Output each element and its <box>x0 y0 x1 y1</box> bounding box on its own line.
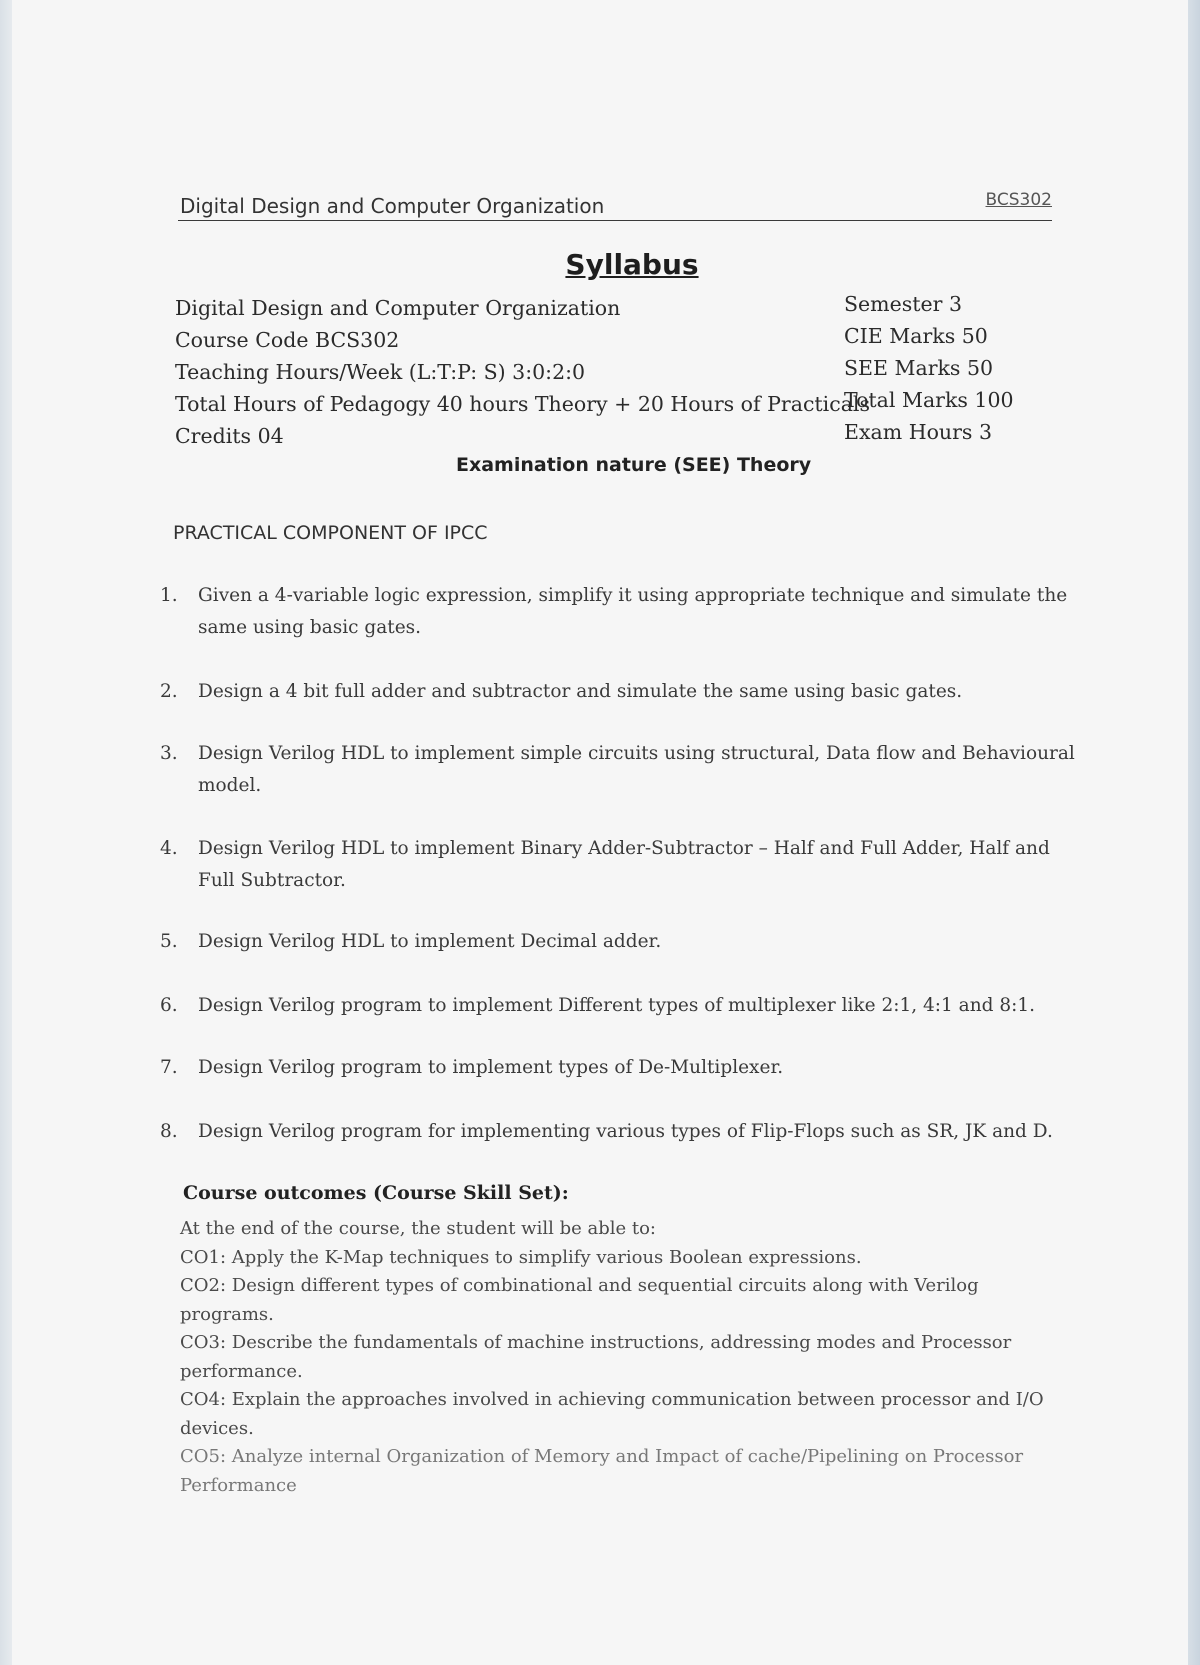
semester: Semester 3 <box>844 292 962 316</box>
course-outcome-item: CO3: Describe the fundamentals of machine instructions, addressing modes and Processor performance. <box>180 1332 1012 1382</box>
list-item-text: Design Verilog HDL to implement Decimal adder. <box>198 931 662 952</box>
course-info-left <box>175 292 870 452</box>
course-outcome-item: CO1: Apply the K-Map techniques to simplify various Boolean expressions. <box>180 1246 862 1268</box>
pedagogy-hours: Total Hours of Pedagogy 40 hours Theory + 20 Hours of Practicals <box>175 392 870 416</box>
list-item <box>160 1052 1078 1084</box>
list-item-text: Design Verilog program to implement Different types of multiplexer like 2:1, 4:1 and 8:1. <box>198 995 1035 1016</box>
list-item-number: 4. <box>160 838 178 859</box>
list-item-text: Design Verilog HDL to implement Binary Adder-Subtractor – Half and Full Adder, Half and Full Subtractor. <box>198 838 1050 891</box>
list-item-number: 8. <box>160 1121 178 1142</box>
see-marks: SEE Marks 50 <box>844 356 994 380</box>
outcomes-list <box>180 1215 1060 1500</box>
page-header <box>178 190 1052 221</box>
outcomes-heading: Course outcomes (Course Skill Set): <box>183 1182 569 1204</box>
course-code: Course Code BCS302 <box>175 328 400 352</box>
header-title: Digital Design and Computer Organization <box>180 194 605 218</box>
list-item <box>160 580 1078 644</box>
list-item-number: 7. <box>160 1057 178 1078</box>
total-marks: Total Marks 100 <box>844 388 1014 412</box>
cie-marks: CIE Marks 50 <box>844 324 988 348</box>
list-item <box>160 926 1078 958</box>
exam-nature: Examination nature (SEE) Theory <box>456 454 812 476</box>
course-info-right <box>844 288 1014 448</box>
practical-heading: PRACTICAL COMPONENT OF IPCC <box>173 522 488 544</box>
course-outcome-item: CO4: Explain the approaches involved in achieving communication between processor and I/O devices. <box>180 1389 1044 1439</box>
list-item <box>160 676 1078 708</box>
course-outcome-item: CO2: Design different types of combinational and sequential circuits along with Verilog programs. <box>180 1275 979 1325</box>
exam-hours: Exam Hours 3 <box>844 420 993 444</box>
outcomes-intro: At the end of the course, the student will be able to: <box>180 1218 656 1239</box>
list-item <box>160 833 1078 897</box>
list-item-number: 5. <box>160 931 178 952</box>
course-name: Digital Design and Computer Organization <box>175 296 621 320</box>
list-item-number: 6. <box>160 995 178 1016</box>
list-item <box>160 738 1078 802</box>
course-outcome-item: CO5: Analyze internal Organization of Memory and Impact of cache/Pipelining on Processor Performance <box>180 1446 1024 1496</box>
list-item-number: 2. <box>160 681 178 702</box>
list-item-text: Design Verilog HDL to implement simple circuits using structural, Data flow and Behavioural model. <box>198 743 1075 796</box>
list-item <box>160 990 1078 1022</box>
list-item-number: 3. <box>160 743 178 764</box>
list-item-text: Design Verilog program to implement types of De-Multiplexer. <box>198 1057 784 1078</box>
credits: Credits 04 <box>175 424 284 448</box>
list-item-number: 1. <box>160 585 178 606</box>
header-course-code: BCS302 <box>985 190 1052 210</box>
syllabus-title: Syllabus <box>565 248 699 281</box>
list-item-text: Design Verilog program for implementing various types of Flip-Flops such as SR, JK and D. <box>198 1121 1053 1142</box>
teaching-hours: Teaching Hours/Week (L:T:P: S) 3:0:2:0 <box>175 360 586 384</box>
list-item-text: Design a 4 bit full adder and subtractor and simulate the same using basic gates. <box>198 681 963 702</box>
list-item-text: Given a 4-variable logic expression, simplify it using appropriate technique and simulate the same using basic gates. <box>198 585 1068 638</box>
list-item <box>160 1116 1078 1148</box>
